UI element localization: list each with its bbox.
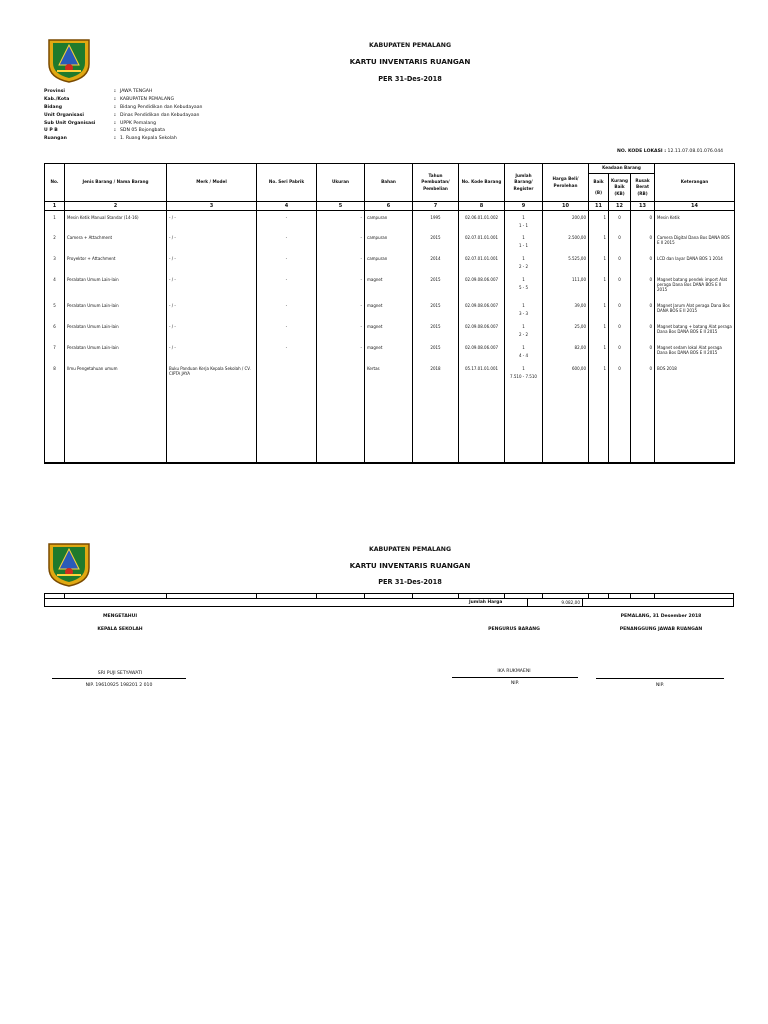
- cell-jumlah: 1: [522, 303, 525, 308]
- cell-harga: 82,00: [574, 345, 586, 350]
- cell-kode: 02.09.08.06.007: [464, 277, 499, 282]
- cell-ket: Magnet batang + batang Alat peraga Dana Bos DANA BOS E II 2015: [657, 324, 732, 334]
- cell-ket: Camera Digital Dana Bos DANA BOS E II 2015: [657, 235, 730, 245]
- info-row-upb: [44, 127, 202, 135]
- penanggung-signature-line: [596, 678, 724, 679]
- inventory-table: [44, 163, 735, 464]
- cell-tahun: 2015: [430, 324, 441, 329]
- cell-kb: 0: [618, 324, 621, 329]
- col-kode: No. Kode Barang: [459, 164, 505, 202]
- cell-merk: - / -: [169, 215, 176, 220]
- info-row-kabkota: [44, 96, 202, 104]
- col-rusak-code: (RB): [637, 190, 648, 196]
- cell-no: 3: [53, 256, 56, 261]
- info-sep: :: [114, 97, 116, 103]
- kepala-signature-line: [52, 678, 186, 679]
- col-number: 4: [257, 202, 317, 211]
- cell-kb: 0: [618, 277, 621, 282]
- cell-jumlah: 1: [522, 256, 525, 261]
- table-bottom-border: [45, 463, 735, 464]
- cell-kode: 02.09.08.06.007: [464, 324, 499, 329]
- cells-kb: [609, 211, 631, 463]
- cell-merk: Buku Panduan Kerja Kepala Sekolah / CV. CIPTA JAYA: [169, 366, 251, 376]
- cells-ket: [655, 211, 735, 463]
- period-title-2: PER 31-Des-2018: [378, 578, 442, 586]
- col-bahan: Bahan: [365, 164, 413, 202]
- col-number: 11: [589, 202, 609, 211]
- total-value: 9.082,00: [527, 599, 583, 606]
- place-date: PEMALANG, 31 Desember 2018: [620, 614, 702, 619]
- period-title: PER 31-Des-2018: [378, 75, 442, 83]
- cell-b: 1: [603, 345, 606, 350]
- info-value: 1. Ruang Kepala Sekolah: [120, 136, 177, 142]
- cell-jumlah: 1: [522, 215, 525, 220]
- col-number: 2: [65, 202, 167, 211]
- cell-jenis: Camera + Attachment: [67, 235, 113, 240]
- cell-ukuran: -: [360, 215, 362, 220]
- col-number: 5: [317, 202, 365, 211]
- col-merk: Merk / Model: [167, 164, 257, 202]
- cell-jenis: Peralatan Umum Lain-lain: [67, 345, 119, 350]
- info-label: Unit Organisasi: [44, 112, 84, 118]
- cell-jumlah: 1: [522, 235, 525, 240]
- info-row-ruangan: [44, 135, 202, 143]
- cell-seri: -: [285, 215, 288, 220]
- cell-tahun: 1995: [430, 215, 441, 220]
- kepala-sekolah-nip: NIP. 19610925 198201 2 010: [85, 683, 153, 688]
- pengurus-barang-nip: NIP.: [510, 681, 520, 686]
- col-baik-code: (B): [594, 189, 603, 195]
- pengurus-barang-title: PENGURUS BARANG: [488, 627, 540, 632]
- info-value: Dinas Pendidikan dan Kebudayaan: [120, 112, 200, 118]
- table-header-row: [45, 164, 735, 174]
- info-row-unit: [44, 111, 202, 119]
- col-ukuran: Ukuran: [317, 164, 365, 202]
- location-code: [617, 149, 723, 154]
- cell-ukuran: -: [360, 256, 362, 261]
- cell-ket: LCD dan layar DANA BOS 1 2014: [657, 256, 723, 261]
- regency-emblem-logo: [44, 34, 94, 84]
- cell-merk: - / -: [169, 277, 176, 282]
- col-rusak-label: Rusak Berat: [635, 178, 650, 190]
- cell-register: 3 - 3: [518, 311, 529, 316]
- cell-bahan: campuran: [367, 215, 388, 220]
- location-code-label: NO. KODE LOKASI :: [617, 149, 667, 154]
- cell-ket: BOS 2018: [657, 366, 677, 371]
- info-sep: :: [114, 120, 116, 126]
- cell-rb: 0: [649, 324, 652, 329]
- cell-b: 1: [603, 277, 606, 282]
- cell-ukuran: -: [360, 235, 362, 240]
- info-row-subunit: [44, 119, 202, 127]
- regency-title-2: KABUPATEN PEMALANG: [368, 546, 452, 553]
- cell-jumlah: 1: [522, 277, 525, 282]
- document-title: KARTU INVENTARIS RUANGAN: [349, 57, 471, 66]
- cell-register: 1 - 1: [518, 223, 529, 228]
- cell-tahun: 2015: [430, 235, 441, 240]
- info-sep: :: [114, 89, 116, 95]
- cell-b: 1: [603, 303, 606, 308]
- info-label: U P B: [44, 128, 58, 134]
- cell-kode: 02.09.08.06.007: [464, 303, 499, 308]
- cell-register: 2 - 2: [518, 332, 529, 337]
- cell-register: 4 - 4: [518, 353, 529, 358]
- info-value: UPPK Pemalang: [120, 120, 157, 126]
- cell-b: 1: [603, 324, 606, 329]
- cell-register: 5 - 5: [518, 285, 529, 290]
- cell-no: 1: [53, 215, 56, 220]
- info-label: Sub Unit Organisasi: [44, 120, 96, 126]
- cell-jenis: Peralatan Umum Lain-lain: [67, 303, 119, 308]
- cell-rb: 0: [649, 235, 652, 240]
- column-number-row: [45, 202, 735, 211]
- cell-jenis: Peralatan Umum Lain-lain: [67, 277, 119, 282]
- cell-b: 1: [603, 366, 606, 371]
- info-label: Kab./Kota: [44, 97, 70, 103]
- cell-seri: -: [285, 256, 288, 261]
- cell-jenis: Proyektor + Attachment: [67, 256, 116, 261]
- cell-tahun: 2015: [430, 277, 441, 282]
- info-sep: :: [114, 136, 116, 142]
- cell-b: 1: [603, 215, 606, 220]
- cell-no: 4: [53, 277, 56, 282]
- col-number: 10: [543, 202, 589, 211]
- cell-bahan: campuran: [367, 256, 388, 261]
- cell-ukuran: -: [360, 303, 362, 308]
- info-label: Bidang: [44, 104, 63, 110]
- cell-ket: Magnet batang pendek import Alat peraga Dana Bos DANA BOS E II 2015: [657, 277, 728, 292]
- col-number: 14: [655, 202, 735, 211]
- regency-emblem-logo: [44, 538, 94, 588]
- cells-no: [45, 211, 65, 463]
- cell-no: 5: [53, 303, 56, 308]
- location-info: [44, 88, 202, 143]
- col-keadaan: Keadaan Barang: [589, 164, 655, 174]
- cell-jumlah: 1: [522, 345, 525, 350]
- cell-harga: 2.500,00: [568, 235, 586, 240]
- info-value: Bidang Pendidikan dan Kebudayaan: [120, 104, 203, 110]
- cells-b: [589, 211, 609, 463]
- cell-jenis: Mesin Ketik Manual Standar (14-16): [67, 215, 139, 220]
- cell-kb: 0: [618, 366, 621, 371]
- cell-jumlah: 1: [522, 324, 525, 329]
- cell-ket: Magnet Jarum Alat peraga Dana Bos DANA BOS E II 2015: [657, 303, 730, 313]
- cells-tahun: [413, 211, 459, 463]
- cell-seri: -: [285, 235, 288, 240]
- cell-kb: 0: [618, 215, 621, 220]
- cell-b: 1: [603, 256, 606, 261]
- mengetahui-label: MENGETAHUI: [102, 614, 138, 619]
- cell-tahun: 2015: [430, 303, 441, 308]
- col-kurang-label: Kurang Baik: [610, 178, 629, 190]
- cells-jenis: [65, 211, 167, 463]
- col-jumlah: Jumlah Barang/ Register: [505, 164, 543, 202]
- cell-rb: 0: [649, 256, 652, 261]
- penanggung-jawab-title: PENANGGUNG JAWAB RUANGAN: [619, 627, 703, 632]
- col-number: 6: [365, 202, 413, 211]
- cells-ukuran: [317, 211, 365, 463]
- cell-kode: 02.06.01.01.002: [464, 215, 499, 220]
- col-number: 3: [167, 202, 257, 211]
- cell-rb: 0: [649, 277, 652, 282]
- cell-register: 1 - 1: [518, 243, 529, 248]
- col-kurang-code: (KB): [614, 190, 625, 196]
- cell-seri: -: [285, 277, 288, 282]
- col-number: 7: [413, 202, 459, 211]
- cell-ket: Magnet sedam lokal Alat peraga Dana Bos DANA BOS E II 2015: [657, 345, 722, 355]
- cells-seri: [257, 211, 317, 463]
- cell-no: 8: [53, 366, 56, 371]
- cell-bahan: magnet: [367, 277, 383, 282]
- cell-ukuran: -: [360, 345, 362, 350]
- cell-no: 2: [53, 235, 56, 240]
- cell-bahan: magnet: [367, 345, 383, 350]
- cell-merk: - / -: [169, 345, 176, 350]
- cell-kb: 0: [618, 235, 621, 240]
- cell-merk: - / -: [169, 256, 176, 261]
- cell-ket: Mesin Ketik: [657, 215, 680, 220]
- table-body: [45, 211, 735, 463]
- cell-kb: 0: [618, 256, 621, 261]
- cell-harga: 5.525,00: [568, 256, 586, 261]
- col-seri: No. Seri Pabrik: [257, 164, 317, 202]
- total-label: Jumlah Harga: [469, 600, 503, 605]
- cell-register: 7.510 - 7.510: [510, 374, 537, 379]
- cell-kode: 02.07.01.01.001: [464, 235, 499, 240]
- penanggung-jawab-nip: NIP.: [655, 683, 665, 688]
- cell-tahun: 2018: [430, 366, 441, 371]
- cells-rb: [631, 211, 655, 463]
- info-value: SDN 05 Bojongbata: [120, 128, 165, 134]
- col-tahun: Tahun Pembuatan/ Pembelian: [413, 164, 459, 202]
- info-sep: :: [114, 104, 116, 110]
- cell-rb: 0: [649, 215, 652, 220]
- document-title-2: KARTU INVENTARIS RUANGAN: [349, 561, 471, 570]
- col-keterangan: Keterangan: [655, 164, 735, 202]
- cell-rb: 0: [649, 366, 652, 371]
- cells-kode: [459, 211, 505, 463]
- info-row-provinsi: [44, 88, 202, 96]
- info-sep: :: [114, 128, 116, 134]
- cell-seri: -: [285, 303, 288, 308]
- cell-merk: - / -: [169, 235, 176, 240]
- cell-merk: - / -: [169, 324, 176, 329]
- col-harga: Harga Beli/ Perolehan: [543, 164, 589, 202]
- cell-b: 1: [603, 235, 606, 240]
- cell-bahan: magnet: [367, 324, 383, 329]
- cells-jumlah: [505, 211, 543, 463]
- col-number: 8: [459, 202, 505, 211]
- cell-harga: 25,00: [574, 324, 586, 329]
- cell-kode: 05.17.01.01.001: [464, 366, 499, 371]
- pengurus-barang-name: IKA RUKMAENI: [497, 669, 531, 674]
- cell-merk: - / -: [169, 303, 176, 308]
- cell-bahan: campuran: [367, 235, 388, 240]
- cells-merk: [167, 211, 257, 463]
- cell-no: 6: [53, 324, 56, 329]
- cell-kb: 0: [618, 345, 621, 350]
- col-baik-label: Baik: [593, 179, 604, 185]
- cell-kode: 02.07.01.01.001: [464, 256, 499, 261]
- cell-kode: 02.09.08.06.007: [464, 345, 499, 350]
- cell-harga: 200,00: [572, 215, 586, 220]
- pengurus-signature-line: [452, 677, 578, 678]
- cell-seri: -: [285, 324, 288, 329]
- cell-register: 2 - 2: [518, 264, 529, 269]
- cell-tahun: 2014: [430, 256, 441, 261]
- info-value: KABUPATEN PEMALANG: [120, 97, 175, 103]
- col-number: 1: [45, 202, 65, 211]
- cell-rb: 0: [649, 303, 652, 308]
- info-sep: :: [114, 112, 116, 118]
- col-rusak: [631, 174, 655, 202]
- cell-seri: -: [285, 345, 288, 350]
- col-number: 13: [631, 202, 655, 211]
- cell-ukuran: -: [360, 324, 362, 329]
- cell-harga: 600,00: [572, 366, 586, 371]
- col-jenis: Jenis Barang / Nama Barang: [65, 164, 167, 202]
- col-number: 9: [505, 202, 543, 211]
- cell-ukuran: -: [360, 277, 362, 282]
- cell-jumlah: 1: [522, 366, 525, 371]
- info-row-bidang: [44, 104, 202, 112]
- cell-jenis: Ilmu Pengetahuan umum: [67, 366, 118, 371]
- col-number: 12: [609, 202, 631, 211]
- cell-tahun: 2015: [430, 345, 441, 350]
- cell-rb: 0: [649, 345, 652, 350]
- cell-no: 7: [53, 345, 56, 350]
- info-value: JAWA TENGAH: [120, 89, 153, 95]
- cell-bahan: Kertas: [367, 366, 380, 371]
- total-row: [44, 593, 734, 607]
- cell-kb: 0: [618, 303, 621, 308]
- info-label: Provinsi: [44, 89, 65, 95]
- cell-harga: 111,00: [572, 277, 586, 282]
- cell-harga: 39,00: [574, 303, 586, 308]
- col-no: No.: [45, 164, 65, 202]
- location-code-value: 12.11.07.08.01.076.044: [667, 149, 724, 154]
- col-baik: [589, 174, 609, 202]
- kepala-sekolah-title: KEPALA SEKOLAH: [97, 627, 143, 632]
- kepala-sekolah-name: SRI PUJI SETYAWATI: [97, 671, 143, 676]
- cells-harga: [543, 211, 589, 463]
- regency-title: KABUPATEN PEMALANG: [368, 42, 452, 49]
- info-label: Ruangan: [44, 136, 67, 142]
- cells-bahan: [365, 211, 413, 463]
- col-kurang: [609, 174, 631, 202]
- cell-jenis: Peralatan Umum Lain-lain: [67, 324, 119, 329]
- cell-bahan: magnet: [367, 303, 383, 308]
